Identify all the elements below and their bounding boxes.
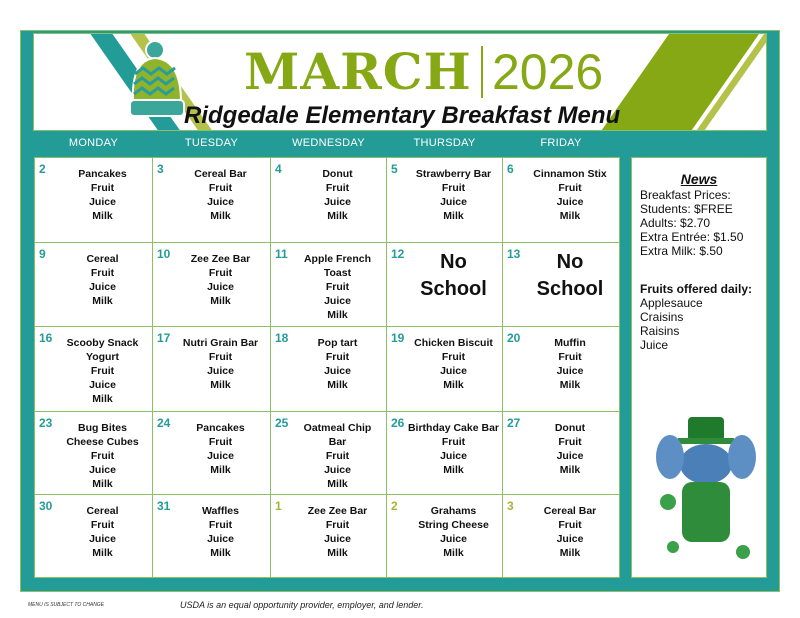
menu-item: Fruit xyxy=(90,182,115,194)
menu-item: Fruit xyxy=(325,182,350,194)
menu-item: Juice xyxy=(324,196,351,208)
menu-item: Fruit xyxy=(208,351,233,363)
fruits-title: Fruits offered daily: xyxy=(640,282,753,296)
day-cell xyxy=(271,158,386,242)
menu-items xyxy=(173,504,268,560)
menu-items xyxy=(55,336,150,406)
menu-items xyxy=(173,336,268,392)
menu-items xyxy=(523,167,617,223)
menu-item: No xyxy=(440,251,467,273)
menu-item: Zee Zee Bar xyxy=(307,505,368,517)
menu-item: Juice xyxy=(440,365,467,377)
menu-item: Milk xyxy=(210,464,231,476)
date-number: 11 xyxy=(275,247,288,261)
day-cell xyxy=(387,412,502,494)
menu-items xyxy=(291,167,384,223)
menu-item: Fruit xyxy=(558,351,582,363)
menu-item: Juice xyxy=(440,450,467,462)
day-header-tuesday: TUESDAY xyxy=(184,137,239,149)
menu-item: Fruit xyxy=(208,267,233,279)
menu-item: Apple French xyxy=(303,253,372,265)
day-cell xyxy=(503,158,619,242)
menu-item: Fruit xyxy=(441,182,466,194)
menu-items xyxy=(407,167,500,223)
date-number: 3 xyxy=(507,499,514,513)
day-cell xyxy=(387,243,502,326)
menu-item: Milk xyxy=(443,547,464,559)
price-line: Breakfast Prices: xyxy=(640,188,731,202)
menu-item: Juice xyxy=(207,533,234,545)
menu-item: Milk xyxy=(210,379,231,391)
menu-items xyxy=(291,421,384,491)
price-line: Extra Entrée: $1.50 xyxy=(640,230,744,244)
date-number: 2 xyxy=(39,162,46,176)
date-number: 18 xyxy=(275,331,289,345)
menu-item: Milk xyxy=(327,210,348,222)
menu-item: Milk xyxy=(327,309,348,321)
day-cell xyxy=(503,412,619,494)
date-number: 3 xyxy=(157,162,164,176)
day-cell xyxy=(35,412,152,494)
menu-item: Fruit xyxy=(325,281,350,293)
menu-item: No xyxy=(556,251,584,273)
menu-item: Nutri Grain Bar xyxy=(182,337,259,349)
date-number: 1 xyxy=(275,499,282,513)
menu-item: Juice xyxy=(207,281,234,293)
date-number: 10 xyxy=(157,247,171,261)
day-cell xyxy=(387,495,502,577)
menu-item: Fruit xyxy=(325,351,350,363)
menu-items xyxy=(55,252,150,308)
day-cell xyxy=(503,243,619,326)
date-number: 27 xyxy=(507,416,521,430)
menu-item: Fruit xyxy=(90,267,115,279)
menu-item: Juice xyxy=(207,196,234,208)
day-header-monday: MONDAY xyxy=(68,137,119,149)
menu-items xyxy=(291,252,384,322)
menu-item: Cereal Bar xyxy=(194,168,247,180)
menu-item: Juice xyxy=(89,464,116,476)
menu-item: Pancakes xyxy=(78,168,127,180)
menu-items xyxy=(173,167,268,223)
menu-item: Fruit xyxy=(558,182,582,194)
menu-item: Juice xyxy=(556,365,584,377)
menu-items xyxy=(291,504,384,560)
menu-items xyxy=(173,252,268,308)
date-number: 4 xyxy=(275,162,282,176)
menu-item: Donut xyxy=(322,168,353,180)
menu-item: Juice xyxy=(89,533,116,545)
menu-item: Fruit xyxy=(325,519,350,531)
menu-item: Strawberry Bar xyxy=(415,168,492,180)
year-title: 2026 xyxy=(492,44,604,100)
menu-items xyxy=(55,421,150,491)
day-cell xyxy=(271,243,386,326)
day-cell xyxy=(35,327,152,411)
menu-item: Juice xyxy=(440,533,467,545)
menu-item: Milk xyxy=(327,379,348,391)
menu-item: Birthday Cake Bar xyxy=(407,422,500,434)
menu-item: Bar xyxy=(328,436,347,448)
menu-item: Milk xyxy=(443,210,464,222)
menu-items xyxy=(291,336,384,392)
menu-item: Milk xyxy=(327,478,348,490)
price-line: Extra Milk: $.50 xyxy=(640,244,723,258)
day-cell xyxy=(503,495,619,577)
menu-item: Milk xyxy=(92,393,113,405)
date-number: 16 xyxy=(39,331,53,345)
date-number: 25 xyxy=(275,416,289,430)
date-number: 5 xyxy=(391,162,398,176)
menu-item: Juice xyxy=(324,365,351,377)
date-number: 31 xyxy=(157,499,171,513)
menu-items xyxy=(173,421,268,477)
menu-item: Milk xyxy=(210,295,231,307)
date-number: 24 xyxy=(157,416,171,430)
menu-item: Juice xyxy=(89,281,116,293)
menu-item: Juice xyxy=(556,196,584,208)
menu-item: Bug Bites xyxy=(77,422,127,434)
menu-item: Juice xyxy=(556,450,584,462)
menu-item: Fruit xyxy=(441,436,466,448)
winter-hat-icon xyxy=(125,40,187,120)
menu-item: Zee Zee Bar xyxy=(190,253,251,265)
menu-item: Cereal xyxy=(86,253,119,265)
date-number: 12 xyxy=(391,247,405,261)
date-number: 9 xyxy=(39,247,46,261)
menu-item: Juice xyxy=(207,450,234,462)
day-cell xyxy=(387,327,502,411)
menu-items xyxy=(407,336,500,392)
no-school-notice xyxy=(407,249,500,303)
menu-item: Pancakes xyxy=(196,422,245,434)
menu-item: Waffles xyxy=(202,505,239,517)
title-divider xyxy=(481,46,483,98)
menu-item: Milk xyxy=(443,464,464,476)
menu-item: Juice xyxy=(89,379,116,391)
day-cell xyxy=(271,495,386,577)
menu-item: String Cheese xyxy=(418,519,489,531)
menu-item: Cheese Cubes xyxy=(66,436,139,448)
menu-item: Juice xyxy=(324,464,351,476)
menu-item: Juice xyxy=(207,365,234,377)
date-number: 23 xyxy=(39,416,53,430)
date-number: 17 xyxy=(157,331,171,345)
menu-item: Cereal xyxy=(86,505,119,517)
fruit-item: Craisins xyxy=(640,310,684,324)
menu-item: Fruit xyxy=(208,436,233,448)
menu-item: Fruit xyxy=(208,519,233,531)
leprechaun-character-image xyxy=(648,412,762,572)
menu-item: Muffin xyxy=(554,337,586,349)
date-number: 19 xyxy=(391,331,405,345)
menu-item: Milk xyxy=(210,210,231,222)
menu-item: Grahams xyxy=(430,505,477,517)
date-number: 6 xyxy=(507,162,514,176)
menu-item: Juice xyxy=(324,533,351,545)
menu-items xyxy=(55,504,150,560)
menu-item: Juice xyxy=(89,196,116,208)
menu-item: Cinnamon Stix xyxy=(533,168,607,180)
menu-item: Chicken Biscuit xyxy=(414,337,493,349)
day-cell xyxy=(153,327,270,411)
menu-item: Fruit xyxy=(558,519,582,531)
menu-item: Oatmeal Chip xyxy=(303,422,372,434)
menu-item: Fruit xyxy=(90,365,115,377)
menu-item: Fruit xyxy=(90,519,115,531)
day-cell xyxy=(35,158,152,242)
day-header-friday: FRIDAY xyxy=(540,137,582,149)
menu-items xyxy=(407,421,500,477)
menu-item: Fruit xyxy=(208,182,233,194)
news-title: News xyxy=(680,171,718,187)
menu-item: Pop tart xyxy=(317,337,358,349)
menu-item: Milk xyxy=(92,478,113,490)
day-cell xyxy=(503,327,619,411)
day-cell xyxy=(153,495,270,577)
price-line: Students: $FREE xyxy=(640,202,733,216)
day-header-wednesday: WEDNESDAY xyxy=(292,137,365,149)
day-cell xyxy=(387,158,502,242)
fruit-item: Applesauce xyxy=(640,296,703,310)
menu-item: Scooby Snack xyxy=(66,337,139,349)
menu-item: Juice xyxy=(324,295,351,307)
menu-item: Milk xyxy=(92,295,113,307)
menu-item: Fruit xyxy=(325,450,350,462)
day-cell xyxy=(35,243,152,326)
menu-item: Milk xyxy=(327,547,348,559)
disclaimer: MENU IS SUBJECT TO CHANGE xyxy=(28,602,105,608)
menu-item: Fruit xyxy=(441,351,466,363)
day-cell xyxy=(153,158,270,242)
menu-item: Juice xyxy=(556,533,584,545)
date-number: 30 xyxy=(39,499,53,513)
menu-item: Milk xyxy=(559,464,581,476)
date-number: 20 xyxy=(507,331,521,345)
day-cell xyxy=(35,495,152,577)
menu-item: Milk xyxy=(210,547,231,559)
menu-item: Yogurt xyxy=(85,351,120,363)
menu-item: Milk xyxy=(559,210,581,222)
menu-item: Juice xyxy=(440,196,467,208)
menu-items xyxy=(407,504,500,560)
menu-subtitle: Ridgedale Elementary Breakfast Menu xyxy=(184,102,621,129)
menu-item: Toast xyxy=(323,267,352,279)
no-school-notice xyxy=(523,249,617,303)
date-number: 13 xyxy=(507,247,521,261)
menu-item: School xyxy=(420,278,487,300)
price-line: Adults: $2.70 xyxy=(640,216,711,230)
day-header-thursday: THURSDAY xyxy=(413,137,476,149)
fruit-item: Raisins xyxy=(640,324,680,338)
menu-item: Milk xyxy=(443,379,464,391)
menu-item: Milk xyxy=(559,379,581,391)
month-title: MARCH xyxy=(244,42,472,101)
day-cell xyxy=(271,327,386,411)
menu-item: Milk xyxy=(92,210,113,222)
day-cell xyxy=(153,412,270,494)
usda-statement: USDA is an equal opportunity provider, employer, and lender. xyxy=(180,600,424,610)
menu-items xyxy=(523,421,617,477)
menu-item: Fruit xyxy=(90,450,115,462)
menu-item: Milk xyxy=(92,547,113,559)
menu-items xyxy=(523,336,617,392)
day-cell xyxy=(271,412,386,494)
menu-item: Fruit xyxy=(558,436,582,448)
menu-items xyxy=(55,167,150,223)
date-number: 26 xyxy=(391,416,405,430)
fruit-item: Juice xyxy=(640,338,669,352)
day-cell xyxy=(153,243,270,326)
menu-item: Donut xyxy=(554,422,586,434)
menu-item: Cereal Bar xyxy=(543,505,597,517)
date-number: 2 xyxy=(391,499,398,513)
menu-item: Milk xyxy=(559,547,581,559)
menu-item: School xyxy=(536,278,604,300)
menu-items xyxy=(523,504,617,560)
